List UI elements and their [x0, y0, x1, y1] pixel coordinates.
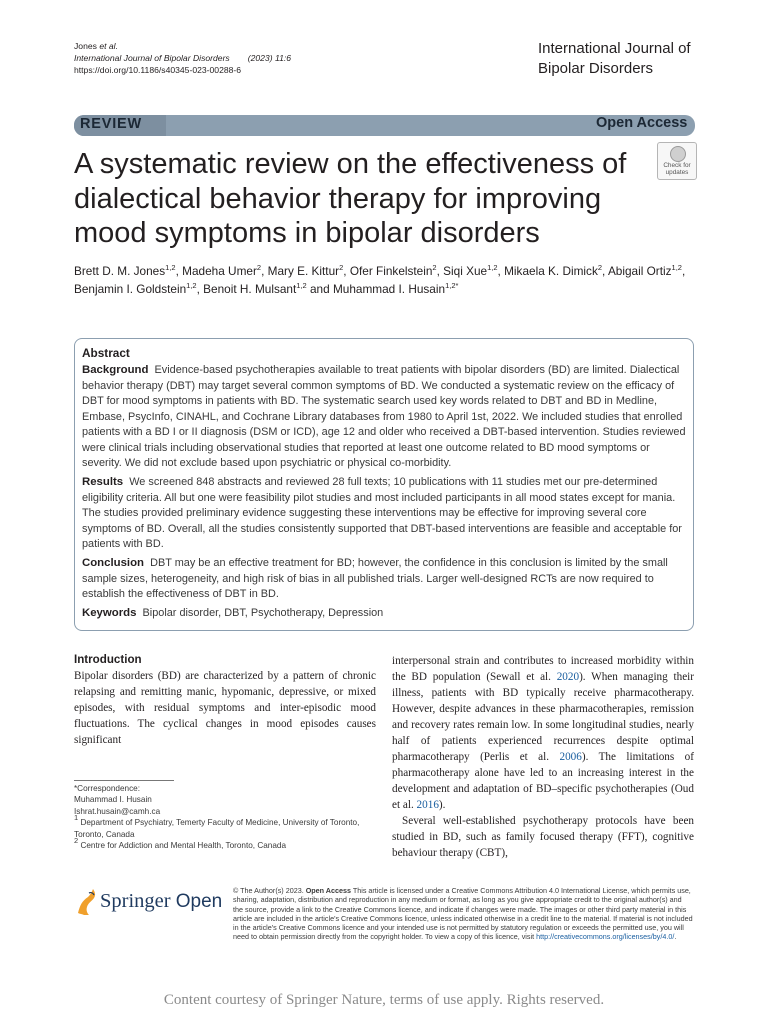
check-for-updates-label: Check for updates [663, 162, 691, 176]
author-separator: , [681, 264, 686, 278]
results-label: Results [82, 476, 124, 488]
author-affiliation: 2 [256, 263, 262, 272]
conclusion-text: DBT may be an effective treatment for BD; however, the confidence in this conclusion is limited by the small sample sizes, heterogeneity, and high risk of bias in all published trials. Larger well-designed RCTs are now required to establish the effectiveness of DBT in BD. [82, 557, 668, 600]
background-text: Evidence-based psychotherapies available to treat patients with bipolar disorders (BD) are limited. Dialectical behavior therapy (DBT) may target several common symptoms of BD. We conducted a systematic review on the efficacy of DBT for mood symptoms in patients with BD. The systematic search used key words related to DBT and BD in Medline, Embase, PsycInfo, CINAHL, and Cochrane Library databases from 1980 to April 1st, 2022. We included studies that enrolled patients with a BD I or II diagnosis (DSM or ICD), age 12 and older who received a DBT-based intervention. Studies reviewed were clinical trials including observational studies that reported at least one outcome related to BD mood symptoms or severity. We did not exclude based upon psychiatric or physical co-morbidity. [82, 364, 686, 469]
header-doi[interactable]: https://doi.org/10.1186/s40345-023-00288-6 [74, 65, 242, 75]
author-affiliation: 1,2 [186, 281, 197, 290]
article-title: A systematic review on the effectiveness of dialectical behavior therapy for improving mood symptoms in bipolar disorders [74, 148, 627, 249]
author-name[interactable]: Mikaela K. Dimick [504, 264, 598, 278]
author-name[interactable]: Mary E. Kittur [267, 264, 340, 278]
introduction-heading: Introduction [74, 653, 142, 666]
author-name[interactable]: Ofer Finkelstein [349, 264, 433, 278]
publisher-logo [100, 890, 222, 913]
publisher-name: Springer [100, 890, 171, 912]
citation-link[interactable]: 2020 [556, 671, 580, 683]
intro-text: interpersonal strain and contributes to increased morbidity within the BD population (Sewall et al. [392, 655, 694, 683]
author-affiliation: 2 [597, 263, 603, 272]
intro-paragraph-2: Several well-established psychotherapy protocols have been studied in BD, such as family focused therapy (FFT), cognitive behaviour therapy (CBT), [392, 815, 694, 859]
correspondence-label: *Correspondence: [74, 784, 140, 793]
author-separator: , [602, 264, 608, 278]
courtesy-notice: Content courtesy of Springer Nature, terms of use apply. Rights reserved. [163, 992, 605, 1008]
author-name[interactable]: Madeha Umer [182, 264, 257, 278]
footnotes [74, 783, 374, 851]
springer-horse-icon [74, 887, 100, 917]
background-label: Background [82, 364, 149, 376]
license-link[interactable]: http://creativecommons.org/licenses/by/4.0/ [536, 932, 675, 942]
article-type-label: REVIEW [80, 116, 142, 132]
author-separator: , [343, 264, 350, 278]
header-journal: International Journal of Bipolar Disorders [74, 53, 230, 63]
author-separator: , [196, 282, 204, 296]
running-header [74, 40, 291, 76]
intro-paragraph-1 [392, 653, 694, 813]
author-affiliation: 1,2 [671, 263, 682, 272]
journal-title: International Journal of Bipolar Disorders [538, 40, 691, 77]
author-affiliation: 1,2 [165, 263, 176, 272]
check-for-updates-icon [670, 146, 686, 162]
header-volume: (2023) 11:6 [247, 53, 292, 63]
author-separator: , [261, 264, 268, 278]
affiliation-number: 2 [74, 836, 79, 846]
intro-left-column: Bipolar disorders (BD) are characterized by a pattern of chronic relapsing and remitting manic, hypomanic, depressive, or mixed episodes, with residual symptoms and inter-episodic mood fluctuations. The cyclical changes in mood episodes causes significant [74, 670, 376, 746]
affiliation-2 [74, 836, 374, 851]
intro-text: ). When managing their illness, patients with BD typically receive pharmacotherapy. However, despite advances in these pharmacotherapies, remission and recovery rates remain low. In some longitudinal studies, nearly half of patients experienced recurrences despite optimal pharmacotherapy (Perlis et al. [392, 671, 694, 763]
author-name[interactable]: Abigail Ortiz [607, 264, 672, 278]
keywords-text: Bipolar disorder, DBT, Psychotherapy, Depression [142, 607, 384, 619]
abstract-background [82, 363, 686, 472]
citation-link[interactable]: 2016 [416, 799, 439, 811]
affiliation-number: 1 [74, 813, 79, 823]
author-affiliation: 1,2 [487, 263, 498, 272]
correspondence-email[interactable]: Ishrat.husain@camh.ca [74, 806, 161, 816]
conclusion-label: Conclusion [82, 557, 145, 569]
abstract-conclusion [82, 556, 686, 603]
affiliation-text: Centre for Addiction and Mental Health, Toronto, Canada [80, 841, 287, 851]
intro-text: ). The limitations of pharmacotherapy alone have led to an increasing interest in the development and adaptation of BD–specific psychotherapies (Oud et al. [392, 751, 694, 811]
abstract-heading: Abstract [82, 346, 130, 360]
license-end: . [674, 932, 677, 942]
author-affiliation: 2 [339, 263, 344, 272]
affiliation-1 [74, 813, 374, 840]
abstract-results [82, 475, 686, 553]
author-affiliation: 2 [432, 263, 437, 272]
publisher-open: Open [175, 891, 223, 912]
author-separator: , [436, 264, 444, 278]
results-text: We screened 848 abstracts and reviewed 28 full texts; 10 publications with 11 studies met our pre-determined eligibility criteria. All but one were feasibility pilot studies and most included participants in all mood states except for mania. The studies provided preliminary evidence suggesting these interventions may be effective for improving several core symptoms of BD. Overall, all the studies consistently supported that DBT-based interventions are feasible and acceptable for patients with BD. [82, 476, 682, 550]
footnote-divider [74, 780, 174, 781]
intro-text: ). [438, 799, 446, 811]
intro-right-column [392, 653, 694, 861]
affiliation-text: Department of Psychiatry, Temerty Faculty of Medicine, University of Toronto, Toronto, Canada [74, 818, 360, 839]
keywords-label: Keywords [82, 607, 137, 619]
correspondence-name: Muhammad I. Husain [74, 795, 152, 805]
abstract-keywords [82, 606, 686, 622]
author-affiliation: 1,2* [445, 281, 459, 290]
check-for-updates-button[interactable] [657, 142, 697, 180]
author-name[interactable]: Benjamin I. Goldstein [74, 282, 187, 296]
author-separator: , [497, 264, 505, 278]
author-name[interactable]: Muhammad I. Husain [332, 282, 446, 296]
author-name[interactable]: Benoit H. Mulsant [203, 282, 297, 296]
abstract [82, 344, 686, 625]
header-citation-line [74, 52, 291, 64]
author-list [74, 262, 694, 298]
authors-and: and [306, 282, 333, 296]
author-affiliation: 1,2 [296, 281, 307, 290]
license-copyright: © The Author(s) 2023. [233, 886, 306, 895]
license-open-access: Open Access [305, 886, 351, 895]
citation-link[interactable]: 2006 [559, 751, 582, 763]
license-body: This article is licensed under a Creative Commons Attribution 4.0 International License, which permits use, sharing, adaptation, distribution and reproduction in any medium or format, as long as you give appropriate credit to the original author(s) and the source, provide a link to the Creative Commons licence, and indicate if changes were made. The images or other third party material in this article are included in the article's Creative Commons licence, unless indicated otherwise in a credit line to the material. If material is not included in the article's Creative Commons licence and your intended use is not permitted by statutory regulation or exceeds the permitted use, you will need to obtain permission directly from the copyright holder. To view a copy of this licence, visit [233, 886, 693, 942]
author-name[interactable]: Brett D. M. Jones [74, 264, 166, 278]
header-authors: Jones [74, 41, 100, 51]
open-access-label: Open Access [596, 115, 688, 131]
author-separator: , [175, 264, 183, 278]
license-text [233, 886, 693, 942]
author-name[interactable]: Siqi Xue [443, 264, 488, 278]
header-author-line [74, 40, 291, 52]
header-etal: et al. [99, 41, 118, 51]
